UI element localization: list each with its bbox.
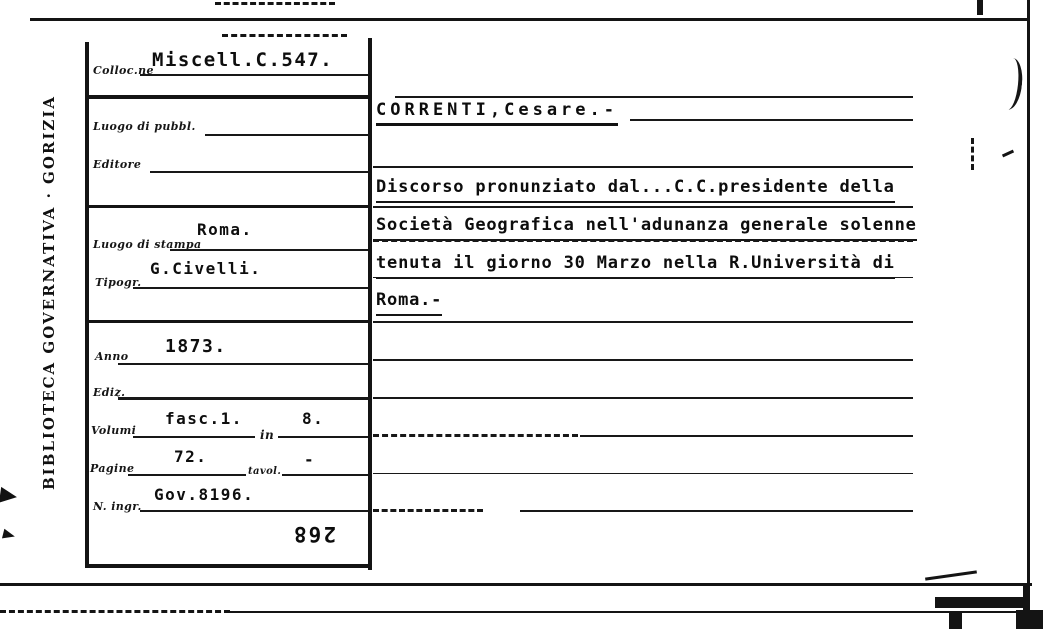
card-divider xyxy=(368,38,372,570)
scan-mark-top-tick xyxy=(977,0,983,15)
entry-rule-blank-2 xyxy=(373,321,913,323)
entry-rule-blank-5 xyxy=(580,435,913,437)
field-midlabel-in: in xyxy=(260,428,275,442)
entry-rule-blank-7 xyxy=(520,510,913,512)
field-line-luogo-stampa xyxy=(170,249,368,251)
field-label-ediz: Ediz. xyxy=(93,386,126,399)
entry-rule-top xyxy=(395,96,913,98)
field-value-anno: 1873. xyxy=(165,336,227,357)
field-value-n-ingr: Gov.8196. xyxy=(154,485,255,504)
top-border-line xyxy=(30,18,1028,21)
bottom-right-band xyxy=(935,597,1027,608)
card-left-border xyxy=(85,42,89,567)
field-label-pagine: Pagine xyxy=(90,462,135,475)
field-line-editore xyxy=(150,171,370,173)
field-label-tipogr: Tipogr. xyxy=(95,276,142,289)
accession-stamp-rotated: 268 xyxy=(292,522,336,546)
field-line-pagine-1 xyxy=(128,474,246,476)
bottom-right-blob xyxy=(949,612,962,629)
scan-mark-arrow-1 xyxy=(0,487,18,505)
scan-mark-curve xyxy=(999,57,1024,111)
entry-rule-heading-right xyxy=(630,119,913,121)
bottom-line-2 xyxy=(230,611,1043,613)
bottom-right-corner xyxy=(1016,610,1043,629)
field-line-n-ingr xyxy=(140,510,368,512)
field-line-volumi-1 xyxy=(133,436,255,438)
scan-mark-top-dashes xyxy=(215,2,335,5)
entry-body-line-3: tenuta il giorno 30 Marzo nella R.Università di xyxy=(376,253,895,279)
entry-rule-line-2-dashed xyxy=(373,239,913,242)
entry-body-line-2: Società Geografica nell'adunanza generale solenne xyxy=(376,215,917,241)
library-name-vertical: BIBLIOTECA GOVERNATIVA · GORIZIA xyxy=(40,95,58,490)
bottom-line-2-dashed xyxy=(0,610,230,613)
scan-mark-colloc-dashes xyxy=(222,34,347,37)
entry-rule-line-3 xyxy=(373,277,913,278)
field-label-n-ingr: N. ingr. xyxy=(93,500,142,513)
scan-mark-exclamation xyxy=(971,138,974,170)
entry-author-heading: CORRENTI,Cesare.- xyxy=(376,100,618,126)
right-border-line xyxy=(1027,0,1030,629)
field-value-volumi: fasc.1. xyxy=(165,409,243,428)
field-value-tipogr: G.Civelli. xyxy=(150,259,262,278)
field-value-formato: 8. xyxy=(302,409,325,428)
field-line-tipogr xyxy=(133,287,368,289)
field-line-pagine-2 xyxy=(282,474,368,476)
card-rule-3 xyxy=(88,320,372,323)
bottom-line-1 xyxy=(0,583,1032,586)
field-label-editore: Editore xyxy=(93,158,142,171)
entry-rule-blank-1 xyxy=(373,166,913,168)
field-value-luogo-stampa: Roma. xyxy=(197,220,253,239)
entry-rule-line-1 xyxy=(373,206,913,208)
card-rule-1 xyxy=(85,95,372,99)
field-label-collocazione: Colloc.ne xyxy=(93,64,154,77)
scan-mark-dash xyxy=(1002,150,1014,158)
bottom-line-1-flick xyxy=(925,570,977,580)
field-value-tavole: - xyxy=(304,450,316,469)
field-line-ediz xyxy=(118,397,370,400)
entry-rule-blank-3 xyxy=(373,359,913,361)
entry-body-line-1: Discorso pronunziato dal...C.C.presidente della xyxy=(376,177,895,203)
field-line-volumi-2 xyxy=(278,436,368,438)
field-line-luogo-pubbl xyxy=(205,134,370,136)
entry-rule-blank-6 xyxy=(373,473,913,474)
field-label-volumi: Volumi xyxy=(91,424,137,437)
field-midlabel-tavole: tavol. xyxy=(248,466,282,477)
scan-mark-arrow-2 xyxy=(2,529,16,542)
entry-rule-blank-5-dashed xyxy=(373,434,578,437)
entry-body-line-4: Roma.- xyxy=(376,290,442,316)
entry-rule-blank-4 xyxy=(373,397,913,399)
field-label-luogo-pubbl: Luogo di pubbl. xyxy=(93,120,196,133)
field-label-luogo-stampa: Luogo di stampa xyxy=(93,238,202,251)
card-bottom-border xyxy=(85,564,372,568)
field-line-anno xyxy=(118,363,368,365)
field-value-pagine: 72. xyxy=(174,447,208,466)
entry-rule-blank-7-dashed xyxy=(373,509,483,512)
field-line-collocazione xyxy=(140,74,368,76)
field-value-collocazione: Miscell.C.547. xyxy=(152,49,334,71)
field-label-anno: Anno xyxy=(95,350,129,363)
card-rule-2 xyxy=(89,205,372,208)
